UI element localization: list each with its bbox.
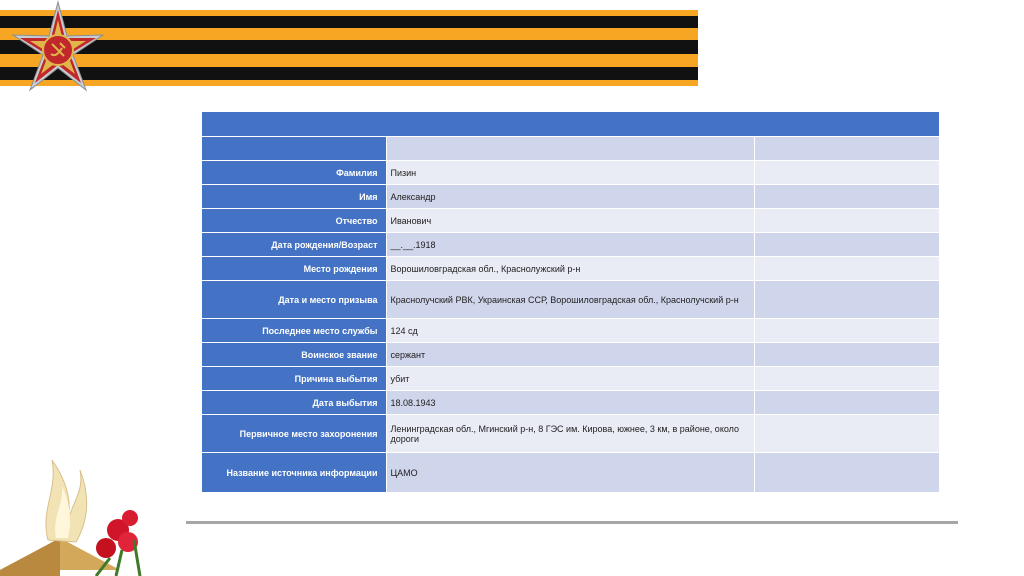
row-extra (754, 391, 939, 415)
row-label: Последнее место службы (202, 319, 386, 343)
row-label: Название источника информации (202, 453, 386, 493)
row-label: Имя (202, 185, 386, 209)
row-extra (754, 185, 939, 209)
row-value: Александр (386, 185, 754, 209)
row-value: 18.08.1943 (386, 391, 754, 415)
table-row (202, 161, 939, 185)
row-extra (754, 367, 939, 391)
row-label: Воинское звание (202, 343, 386, 367)
row-value (386, 137, 754, 161)
row-label: Причина выбытия (202, 367, 386, 391)
table-row (202, 319, 939, 343)
row-value: сержант (386, 343, 754, 367)
table-row (202, 281, 939, 319)
row-value: Ворошиловградская обл., Краснолужский р-н (386, 257, 754, 281)
row-extra (754, 257, 939, 281)
row-extra (754, 453, 939, 493)
row-label: Фамилия (202, 161, 386, 185)
soldier-record-table (202, 112, 940, 493)
table-row (202, 137, 939, 161)
row-extra (754, 281, 939, 319)
row-extra (754, 319, 939, 343)
row-value: Иванович (386, 209, 754, 233)
table-row (202, 391, 939, 415)
row-extra (754, 161, 939, 185)
order-of-patriotic-war-icon (8, 0, 108, 100)
row-label: Место рождения (202, 257, 386, 281)
row-extra (754, 233, 939, 257)
header-cell (202, 112, 939, 137)
row-label: Первичное место захоронения (202, 415, 386, 453)
table-row (202, 233, 939, 257)
row-label: Дата рождения/Возраст (202, 233, 386, 257)
table-row (202, 209, 939, 233)
table-row (202, 367, 939, 391)
row-value: Пизин (386, 161, 754, 185)
eternal-flame-with-carnations-icon (0, 420, 160, 576)
table-row (202, 453, 939, 493)
row-extra (754, 137, 939, 161)
row-value: убит (386, 367, 754, 391)
table-row (202, 343, 939, 367)
row-label: Отчество (202, 209, 386, 233)
table-header-row (202, 112, 939, 137)
row-value: 124 сд (386, 319, 754, 343)
row-value: Краснолучский РВК, Украинская ССР, Ворошиловградская обл., Краснолучский р-н (386, 281, 754, 319)
row-label: Дата выбытия (202, 391, 386, 415)
row-extra (754, 415, 939, 453)
table-row (202, 257, 939, 281)
row-extra (754, 209, 939, 233)
row-value: Ленинградская обл., Мгинский р-н, 8 ГЭС им. Кирова, южнее, 3 км, в районе, около дороги (386, 415, 754, 453)
table-underline (186, 521, 958, 524)
table-row (202, 415, 939, 453)
row-label: Дата и место призыва (202, 281, 386, 319)
table-row (202, 185, 939, 209)
row-label (202, 137, 386, 161)
row-extra (754, 343, 939, 367)
row-value: __.__.1918 (386, 233, 754, 257)
row-value: ЦАМО (386, 453, 754, 493)
